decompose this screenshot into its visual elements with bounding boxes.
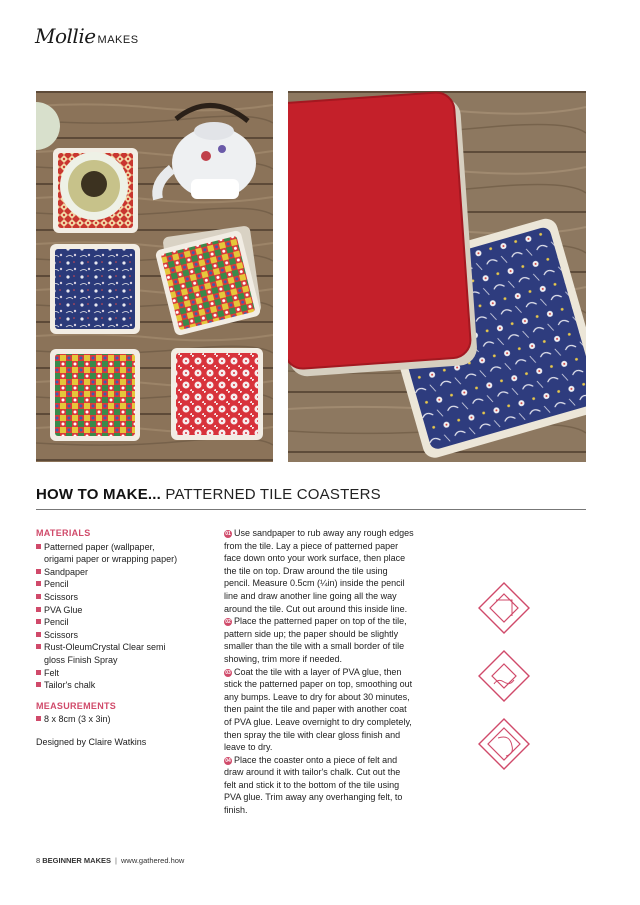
footer-url[interactable]: www.gathered.how [120,856,185,865]
list-item: Pencil [36,616,186,629]
step-number: 02 [225,619,231,626]
section-divider [36,509,586,510]
list-item: Scissors [36,591,186,604]
magazine-logo [35,24,139,48]
measurements-list [36,713,186,726]
list-item: Scissors [36,629,186,642]
footer-section: BEGINNER MAKES [42,856,112,865]
step-3 [224,666,414,754]
felt-coaster-photo [288,91,586,462]
step-text: Place the coaster onto a piece of felt and draw around it with tailor's chalk. Cut out the felt and stick it to the bottom of the tile using PVA glue. Trim away any overhanging felt, to finish. [224,754,403,816]
logo-makes: MAKES [97,34,139,46]
list-item: Rust-OleumCrystal Clear semi gloss Finish Spray [36,641,186,666]
step-diagram-trace-icon [476,580,532,636]
list-item: 8 x 8cm (3 x 3in) [36,713,186,726]
list-item: Tailor's chalk [36,679,186,692]
measurements-heading: MEASUREMENTS [36,700,117,711]
page-footer: 8 BEGINNER MAKES | www.gathered.how [36,856,185,865]
step-number: 04 [225,757,231,764]
materials-heading: MATERIALS [36,528,91,538]
section-title-light: PATTERNED TILE COASTERS [161,486,381,503]
step-2 [224,615,414,665]
step-text: Use sandpaper to rub away any rough edges from the tile. Lay a piece of patterned paper face down onto your work surface, then place the tile on top. Draw around the tile using pencil. Measure 0.5cm (¼in) inside the pencil line and draw another line going all the way around the tile. Cut out around this inside line. [224,528,414,614]
step-4 [224,754,414,817]
step-1 [224,527,414,615]
list-item: Felt [36,667,186,680]
step-text: Place the patterned paper on top of the tile, pattern side up; the paper should be slightly smaller than the tile with a small border of tile showing, trim more if needed. [224,616,407,664]
list-item: Pencil [36,578,186,591]
step-number: 01 [225,531,231,537]
steps-column [224,527,414,817]
section-title [36,486,381,503]
materials-list [36,541,186,692]
coasters-photo [36,91,273,462]
section-title-bold: HOW TO MAKE... [36,486,162,503]
list-item: Patterned paper (wallpaper, origami paper or wrapping paper) [36,541,186,566]
step-diagram-trim-icon [476,648,532,704]
step-number: 03 [225,669,231,676]
coasters-photo-illustration [36,91,273,462]
logo-script: Mollie [35,24,96,48]
list-item: PVA Glue [36,604,186,617]
page-number: 8 [36,856,41,865]
designer-credit: Designed by Claire Watkins [36,736,147,747]
step-text: Coat the tile with a layer of PVA glue, then stick the patterned paper on top, smoothing out any bumps. Leave to dry for about 30 minutes, then paint the tile and paper with another coat of PVA glue. Leave overnight to dry completely, then spray the tile with clear gloss finish and leave to dry. [224,666,413,753]
list-item: Sandpaper [36,566,186,579]
materials-column [36,527,186,749]
step-diagram-felt-icon [476,716,532,772]
felt-coaster-photo-illustration [288,91,586,462]
